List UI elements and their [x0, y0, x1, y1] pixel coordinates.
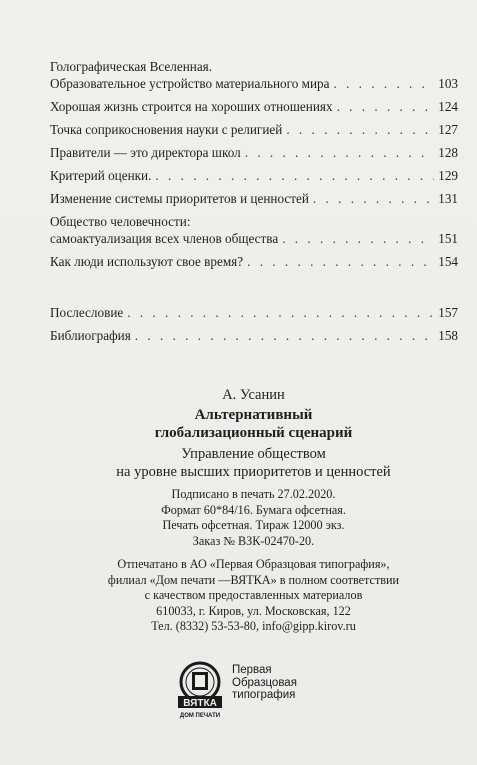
- vyatka-emblem-icon: [172, 660, 228, 720]
- author-name: А. Усанин: [222, 387, 285, 403]
- toc-leader-dots: [282, 230, 434, 247]
- toc-leader-dots: [333, 75, 434, 92]
- imprint-line: Подписано в печать 27.02.2020.: [171, 487, 336, 501]
- toc-entry: [50, 253, 458, 270]
- toc-leader-dots: [313, 190, 434, 207]
- toc-entry: [50, 144, 458, 161]
- toc-entry-page: 154: [438, 254, 458, 269]
- logo-line: типография: [232, 689, 296, 701]
- toc-entry-title: Как люди используют свое время?: [50, 254, 244, 269]
- printer-line: 610033, г. Киров, ул. Московская, 122: [156, 603, 351, 618]
- toc-entry-title: Изменение системы приоритетов и ценностей: [50, 191, 309, 206]
- toc-entry-pretitle: Общество человечности:: [50, 214, 191, 229]
- emblem-text: ВЯТКА: [183, 698, 217, 709]
- printer-logo-text: [232, 664, 297, 702]
- emblem-subtext: ДОМ ПЕЧАТИ: [179, 713, 221, 719]
- printer-line: Отпечатано в АО «Первая Образцовая типография»,: [117, 557, 390, 571]
- book-subtitle-line: Управление обществом: [181, 446, 326, 462]
- toc-leader-dots: [286, 121, 434, 138]
- toc-entry-title: Хорошая жизнь строится на хороших отношениях: [50, 99, 333, 114]
- toc-entry-title: Точка соприкосновения науки с религией: [50, 122, 283, 137]
- toc-leader-dots: [247, 253, 434, 270]
- toc-entry: [50, 304, 458, 321]
- printer-logo: [172, 660, 322, 720]
- toc-entry: [50, 167, 458, 184]
- book-title-line: глобализационный сценарий: [154, 425, 353, 441]
- toc-entry-page: 124: [438, 99, 458, 114]
- toc-spacer: [50, 276, 458, 304]
- printer-line: с качеством предоставленных материалов: [144, 588, 363, 602]
- toc-entry-page: 103: [438, 76, 458, 91]
- toc-entry-pretitle: Голографическая Вселенная.: [50, 59, 213, 74]
- book-subtitle-line: на уровне высших приоритетов и ценностей: [116, 464, 391, 480]
- toc-entry-title: Правители — это директора школ: [50, 145, 241, 160]
- toc-entry-title: Библиография: [50, 328, 131, 343]
- logo-line: Первая: [232, 664, 272, 676]
- book-title-line: Альтернативный: [194, 407, 313, 423]
- toc-entry-page: 129: [438, 168, 458, 183]
- toc-entry-title: Образовательное устройство материального мира: [50, 76, 330, 91]
- imprint-line: Печать офсетная. Тираж 12000 экз.: [162, 518, 345, 532]
- imprint-details: [40, 487, 467, 549]
- toc-entry: [50, 190, 458, 207]
- toc-entry: [50, 98, 458, 115]
- printer-line: Тел. (8332) 53-53-80, info@gipp.kirov.ru: [151, 619, 356, 633]
- imprint-line: Формат 60*84/16. Бумага офсетная.: [161, 502, 346, 517]
- imprint-line: Заказ № ВЗК-02470-20.: [192, 533, 315, 548]
- toc-leader-dots: [155, 167, 434, 184]
- toc-entry-page: 131: [438, 191, 458, 206]
- toc-entry: [50, 121, 458, 138]
- toc-entry-title: Послесловие: [50, 305, 124, 320]
- toc-entry: [50, 58, 458, 92]
- toc-entry-title: самоактуализация всех членов общества: [50, 231, 279, 246]
- logo-line: Образцовая: [232, 676, 297, 689]
- toc-leader-dots: [127, 304, 434, 321]
- toc-leader-dots: [135, 327, 434, 344]
- toc-entry-title: Критерий оценки.: [50, 168, 152, 183]
- toc-entry: [50, 213, 458, 247]
- toc-leader-dots: [245, 144, 435, 161]
- book-title: [40, 406, 467, 442]
- toc-entry-page: 157: [438, 305, 458, 320]
- book-subtitle: [40, 445, 467, 481]
- toc-entry-page: 151: [438, 231, 458, 246]
- toc-leader-dots: [337, 98, 435, 115]
- printer-line: филиал «Дом печати —ВЯТКА» в полном соответствии: [107, 572, 400, 587]
- table-of-contents: [50, 58, 458, 350]
- toc-entry-page: 128: [438, 145, 458, 160]
- toc-entry: [50, 327, 458, 344]
- toc-entry-page: 158: [438, 328, 458, 343]
- colophon: [40, 386, 467, 635]
- toc-entry-page: 127: [438, 122, 458, 137]
- printer-info: [40, 557, 467, 635]
